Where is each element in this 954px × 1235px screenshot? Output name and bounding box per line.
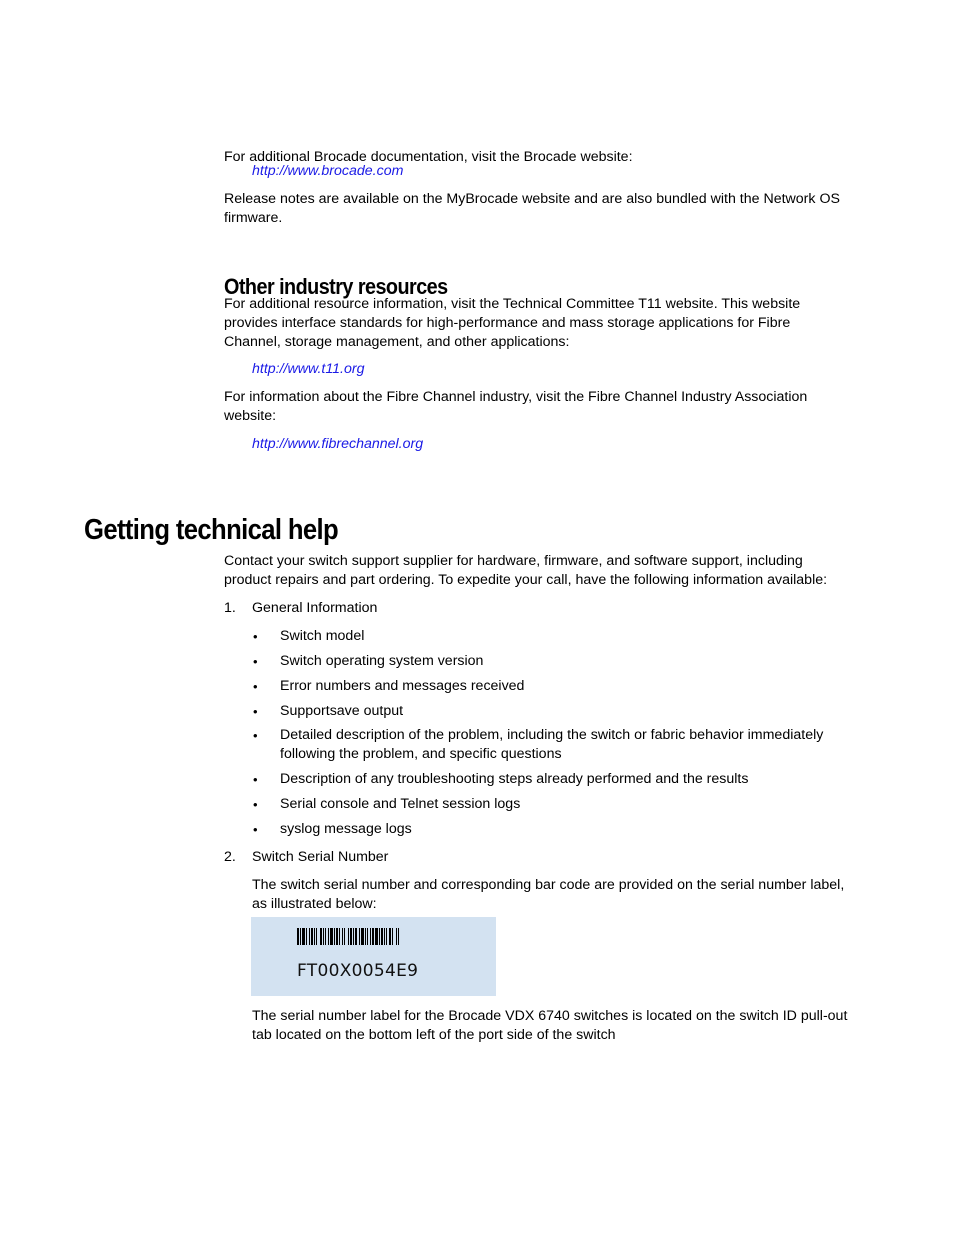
- barcode-bar: [379, 928, 380, 945]
- barcode-bar: [375, 928, 378, 945]
- general-information-label: General Information: [252, 600, 378, 616]
- list-number: 2.: [224, 849, 236, 865]
- list-item: Description of any troubleshooting steps already performed and the results: [280, 771, 749, 787]
- release-notes-line: firmware.: [224, 210, 283, 226]
- t11-paragraph-line: Channel, storage management, and other applications:: [224, 334, 570, 350]
- list-item-continuation: following the problem, and specific questions: [280, 746, 562, 762]
- list-item: syslog message logs: [280, 821, 412, 837]
- barcode-bar: [361, 928, 364, 945]
- list-item: Detailed description of the problem, including the switch or fabric behavior immediately: [280, 727, 824, 743]
- barcode-bar: [359, 928, 360, 945]
- t11-paragraph: [224, 295, 868, 352]
- serial-paragraph-line: as illustrated below:: [252, 896, 377, 912]
- fcia-paragraph: [224, 388, 868, 426]
- fibrechannel-link[interactable]: http://www.fibrechannel.org: [252, 436, 424, 452]
- brocade-link[interactable]: http://www.brocade.com: [252, 163, 404, 179]
- bullet-icon: •: [253, 654, 258, 669]
- label-location-line: tab located on the bottom left of the port side of the switch: [252, 1027, 616, 1043]
- barcode-bar: [325, 928, 326, 945]
- list-item: Error numbers and messages received: [280, 678, 525, 694]
- bullet-icon: •: [253, 728, 258, 743]
- switch-serial-number-label: Switch Serial Number: [252, 849, 389, 865]
- barcode-bar: [344, 928, 345, 945]
- barcode-bar: [323, 928, 324, 945]
- contact-paragraph-line: Contact your switch support supplier for hardware, firmware, and software support, including: [224, 553, 803, 569]
- barcode-bar: [396, 928, 397, 945]
- barcode-bar: [336, 928, 338, 945]
- t11-paragraph-line: For additional resource information, visit the Technical Committee T11 website. This website: [224, 296, 801, 312]
- barcode-bar: [367, 928, 368, 945]
- t11-paragraph-line: provides interface standards for high-performance and mass storage applications for Fibre: [224, 315, 791, 331]
- serial-number-text: FT00X0054E9: [297, 961, 419, 981]
- bullet-icon: •: [253, 679, 258, 694]
- barcode-bar: [365, 928, 366, 945]
- barcode-bar: [384, 928, 385, 945]
- barcode-bar: [389, 928, 391, 945]
- release-notes-text: [224, 190, 868, 228]
- barcode-bar: [306, 928, 307, 945]
- barcode-bar: [297, 928, 299, 945]
- fcia-paragraph-line: For information about the Fibre Channel industry, visit the Fibre Channel Industry Association: [224, 389, 808, 405]
- release-notes-line: Release notes are available on the MyBrocade website and are also bundled with the Network OS: [224, 191, 840, 207]
- barcode-icon: [297, 928, 447, 945]
- barcode-bar: [309, 928, 310, 945]
- barcode-bar: [316, 928, 317, 945]
- barcode-bar: [372, 928, 374, 945]
- bullet-icon: •: [253, 629, 258, 644]
- list-item: Switch model: [280, 628, 365, 644]
- barcode-bar: [300, 928, 301, 945]
- barcode-bar: [392, 928, 393, 945]
- technical-help-heading: Getting technical help: [84, 514, 339, 547]
- barcode-bar: [398, 928, 399, 945]
- barcode-bar: [355, 928, 357, 945]
- list-item: Supportsave output: [280, 703, 404, 719]
- barcode-bar: [339, 928, 340, 945]
- barcode-bar: [314, 928, 315, 945]
- contact-paragraph: [224, 552, 868, 590]
- barcode-bar: [320, 928, 322, 945]
- contact-paragraph-line: product repairs and part ordering. To expedite your call, have the following information available:: [224, 572, 828, 588]
- list-number: 1.: [224, 600, 236, 616]
- list-item: Switch operating system version: [280, 653, 484, 669]
- barcode-bar: [350, 928, 352, 945]
- fcia-paragraph-line: website:: [224, 408, 277, 424]
- bullet-icon: •: [253, 822, 258, 837]
- barcode-bar: [348, 928, 349, 945]
- barcode-bar: [353, 928, 354, 945]
- intro-text: For additional Brocade documentation, visit the Brocade website:: [224, 149, 633, 166]
- bullet-icon: •: [253, 704, 258, 719]
- barcode-bar: [386, 928, 387, 945]
- t11-link[interactable]: http://www.t11.org: [252, 361, 365, 377]
- label-location-line: The serial number label for the Brocade VDX 6740 switches is located on the switch ID pull-out: [252, 1008, 848, 1024]
- barcode-bar: [334, 928, 335, 945]
- barcode-bar: [302, 928, 305, 945]
- barcode-bar: [342, 928, 343, 945]
- other-resources-heading: Other industry resources: [224, 274, 448, 300]
- list-item: Serial console and Telnet session logs: [280, 796, 521, 812]
- barcode-bar: [370, 928, 371, 945]
- serial-paragraph: [252, 876, 844, 914]
- label-location-paragraph: [252, 1007, 847, 1045]
- barcode-bar: [381, 928, 383, 945]
- serial-paragraph-line: The switch serial number and corresponding bar code are provided on the serial number label,: [252, 877, 845, 893]
- barcode-bar: [328, 928, 329, 945]
- barcode-bar: [311, 928, 313, 945]
- bullet-icon: •: [253, 797, 258, 812]
- bullet-icon: •: [253, 772, 258, 787]
- barcode-bar: [330, 928, 333, 945]
- serial-number-label-image: [251, 917, 496, 996]
